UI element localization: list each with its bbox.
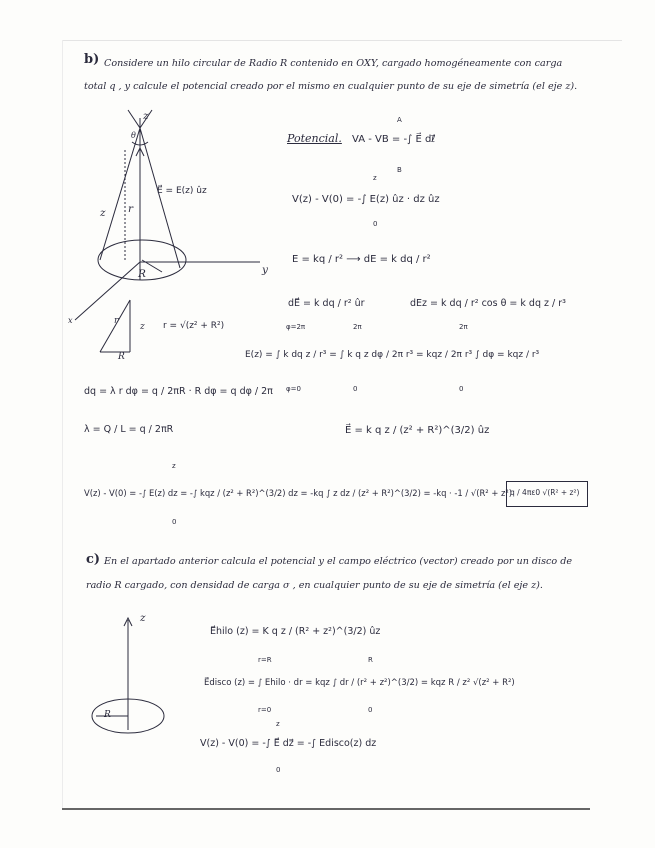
potential-result-lower: 0: [172, 518, 177, 526]
potential-eq5-upper2: 2π: [353, 323, 362, 331]
part-b-statement-line1: Considere un hilo circular de Radio R contenido en OXY, cargado homogéneamente con carga: [104, 58, 563, 69]
triangle-z-label: z: [140, 322, 145, 332]
part-c-statement-line1: En el apartado anterior calcula el potencial y el campo eléctrico (vector) creado por un disco de: [104, 556, 573, 567]
fig-b-field: E⃗ = E(z) ûz: [157, 186, 207, 196]
triangle-r-label: r: [114, 316, 119, 326]
potential-eq3: E = kq / r² ⟶ dE = k dq / r²: [292, 254, 431, 265]
potential-eq4a: dE⃗ = k dq / r² ûr: [288, 298, 365, 309]
fig-b-axis-y: y: [262, 264, 268, 276]
disk-eq2: E⃗disco (z) = ∫ Ehilo · dr = kqz ∫ dr / (r² + z²)^(3/2) = kqz R / z² √(z² + R²): [204, 678, 515, 688]
charge-dq: dq = λ r dφ = q / 2πR · R dφ = q dφ / 2π: [84, 386, 273, 397]
potential-eq5-lower1: φ=0: [286, 385, 301, 393]
field-extension-left: [128, 110, 140, 128]
disk-eq3-lower: 0: [276, 766, 281, 774]
disk-eq2-lower2: 0: [368, 706, 373, 714]
disk-eq3-upper: z: [276, 720, 280, 728]
potential-heading: Potencial.: [287, 132, 342, 145]
page-edge-left: [62, 40, 63, 810]
potential-eq1: VA - VB = -∫ E⃗ dℓ⃗: [352, 134, 436, 145]
fig-b-axis-z: z: [143, 110, 149, 122]
ring-figure: [70, 110, 270, 340]
fig-b-axis-x: x: [68, 316, 73, 325]
disk-eq3: V(z) - V(0) = -∫ E⃗ dz⃗ = -∫ Edisco(z) dz: [200, 738, 377, 749]
potential-eq5-upper1: φ=2π: [286, 323, 306, 331]
disk-eq2-upper2: R: [368, 656, 373, 664]
potential-eq2: V(z) - V(0) = -∫ E(z) ûz · dz ûz: [292, 194, 440, 205]
fig-b-z: z: [100, 207, 106, 219]
potential-eq4b: dEz = k dq / r² cos θ = k dq z / r³: [410, 298, 566, 309]
fig-c-R: R: [104, 710, 111, 720]
cone-line-right: [140, 128, 180, 268]
part-b-statement-line2: total q , y calcule el potencial creado por el mismo en cualquier punto de su eje de simetría (el eje z).: [84, 81, 578, 92]
potential-result-upper: z: [172, 462, 176, 470]
page-edge-top: [62, 40, 622, 41]
charge-lambda: λ = Q / L = q / 2πR: [84, 424, 174, 435]
field-result: E⃗ = k q z / (z² + R²)^(3/2) ûz: [345, 425, 490, 436]
page-edge-bottom: [62, 808, 590, 810]
potential-eq5: E(z) = ∫ k dq z / r³ = ∫ k q z dφ / 2π r³ = kqz / 2π r³ ∫ dφ = kqz / r³: [245, 350, 540, 360]
triangle-hypotenuse: [100, 300, 130, 352]
part-c-label: c): [86, 552, 101, 567]
potential-eq5-upper3: 2π: [459, 323, 468, 331]
potential-eq1-upper: A: [397, 116, 402, 124]
potential-result-boxed: q / 4πε0 √(R² + z²): [510, 488, 580, 497]
fig-b-r: r: [128, 203, 134, 215]
potential-eq5-lower2: 0: [353, 385, 358, 393]
potential-eq2-upper: z: [373, 174, 377, 182]
potential-eq1-lower: B: [397, 166, 402, 174]
fig-c-axis-z: z: [140, 612, 146, 624]
disk-figure: [88, 612, 178, 742]
disk-eq2-upper: r=R: [258, 656, 272, 664]
potential-result-eq: V(z) - V(0) = -∫ E(z) dz = -∫ kqz / (z² + R²)^(3/2) dz = -kq ∫ z dz / (z² + R²)^(3/2) = -kq · -1 / √(R² + z²): [84, 488, 513, 498]
potential-eq2-lower: 0: [373, 220, 378, 228]
fig-b-R: R: [138, 268, 146, 280]
potential-eq5-lower3: 0: [459, 385, 464, 393]
r-formula: r = √(z² + R²): [163, 321, 225, 331]
part-c-statement-line2: radio R cargado, con densidad de carga σ , en cualquier punto de su eje de simetría (el eje z).: [86, 580, 543, 591]
part-b-label: b): [84, 52, 100, 67]
disk-eq1: E⃗hilo (z) = K q z / (R² + z²)^(3/2) ûz: [210, 626, 381, 637]
fig-b-angle: θ: [131, 131, 136, 140]
triangle-R-label: R: [118, 352, 125, 362]
disk-eq2-lower: r=0: [258, 706, 272, 714]
